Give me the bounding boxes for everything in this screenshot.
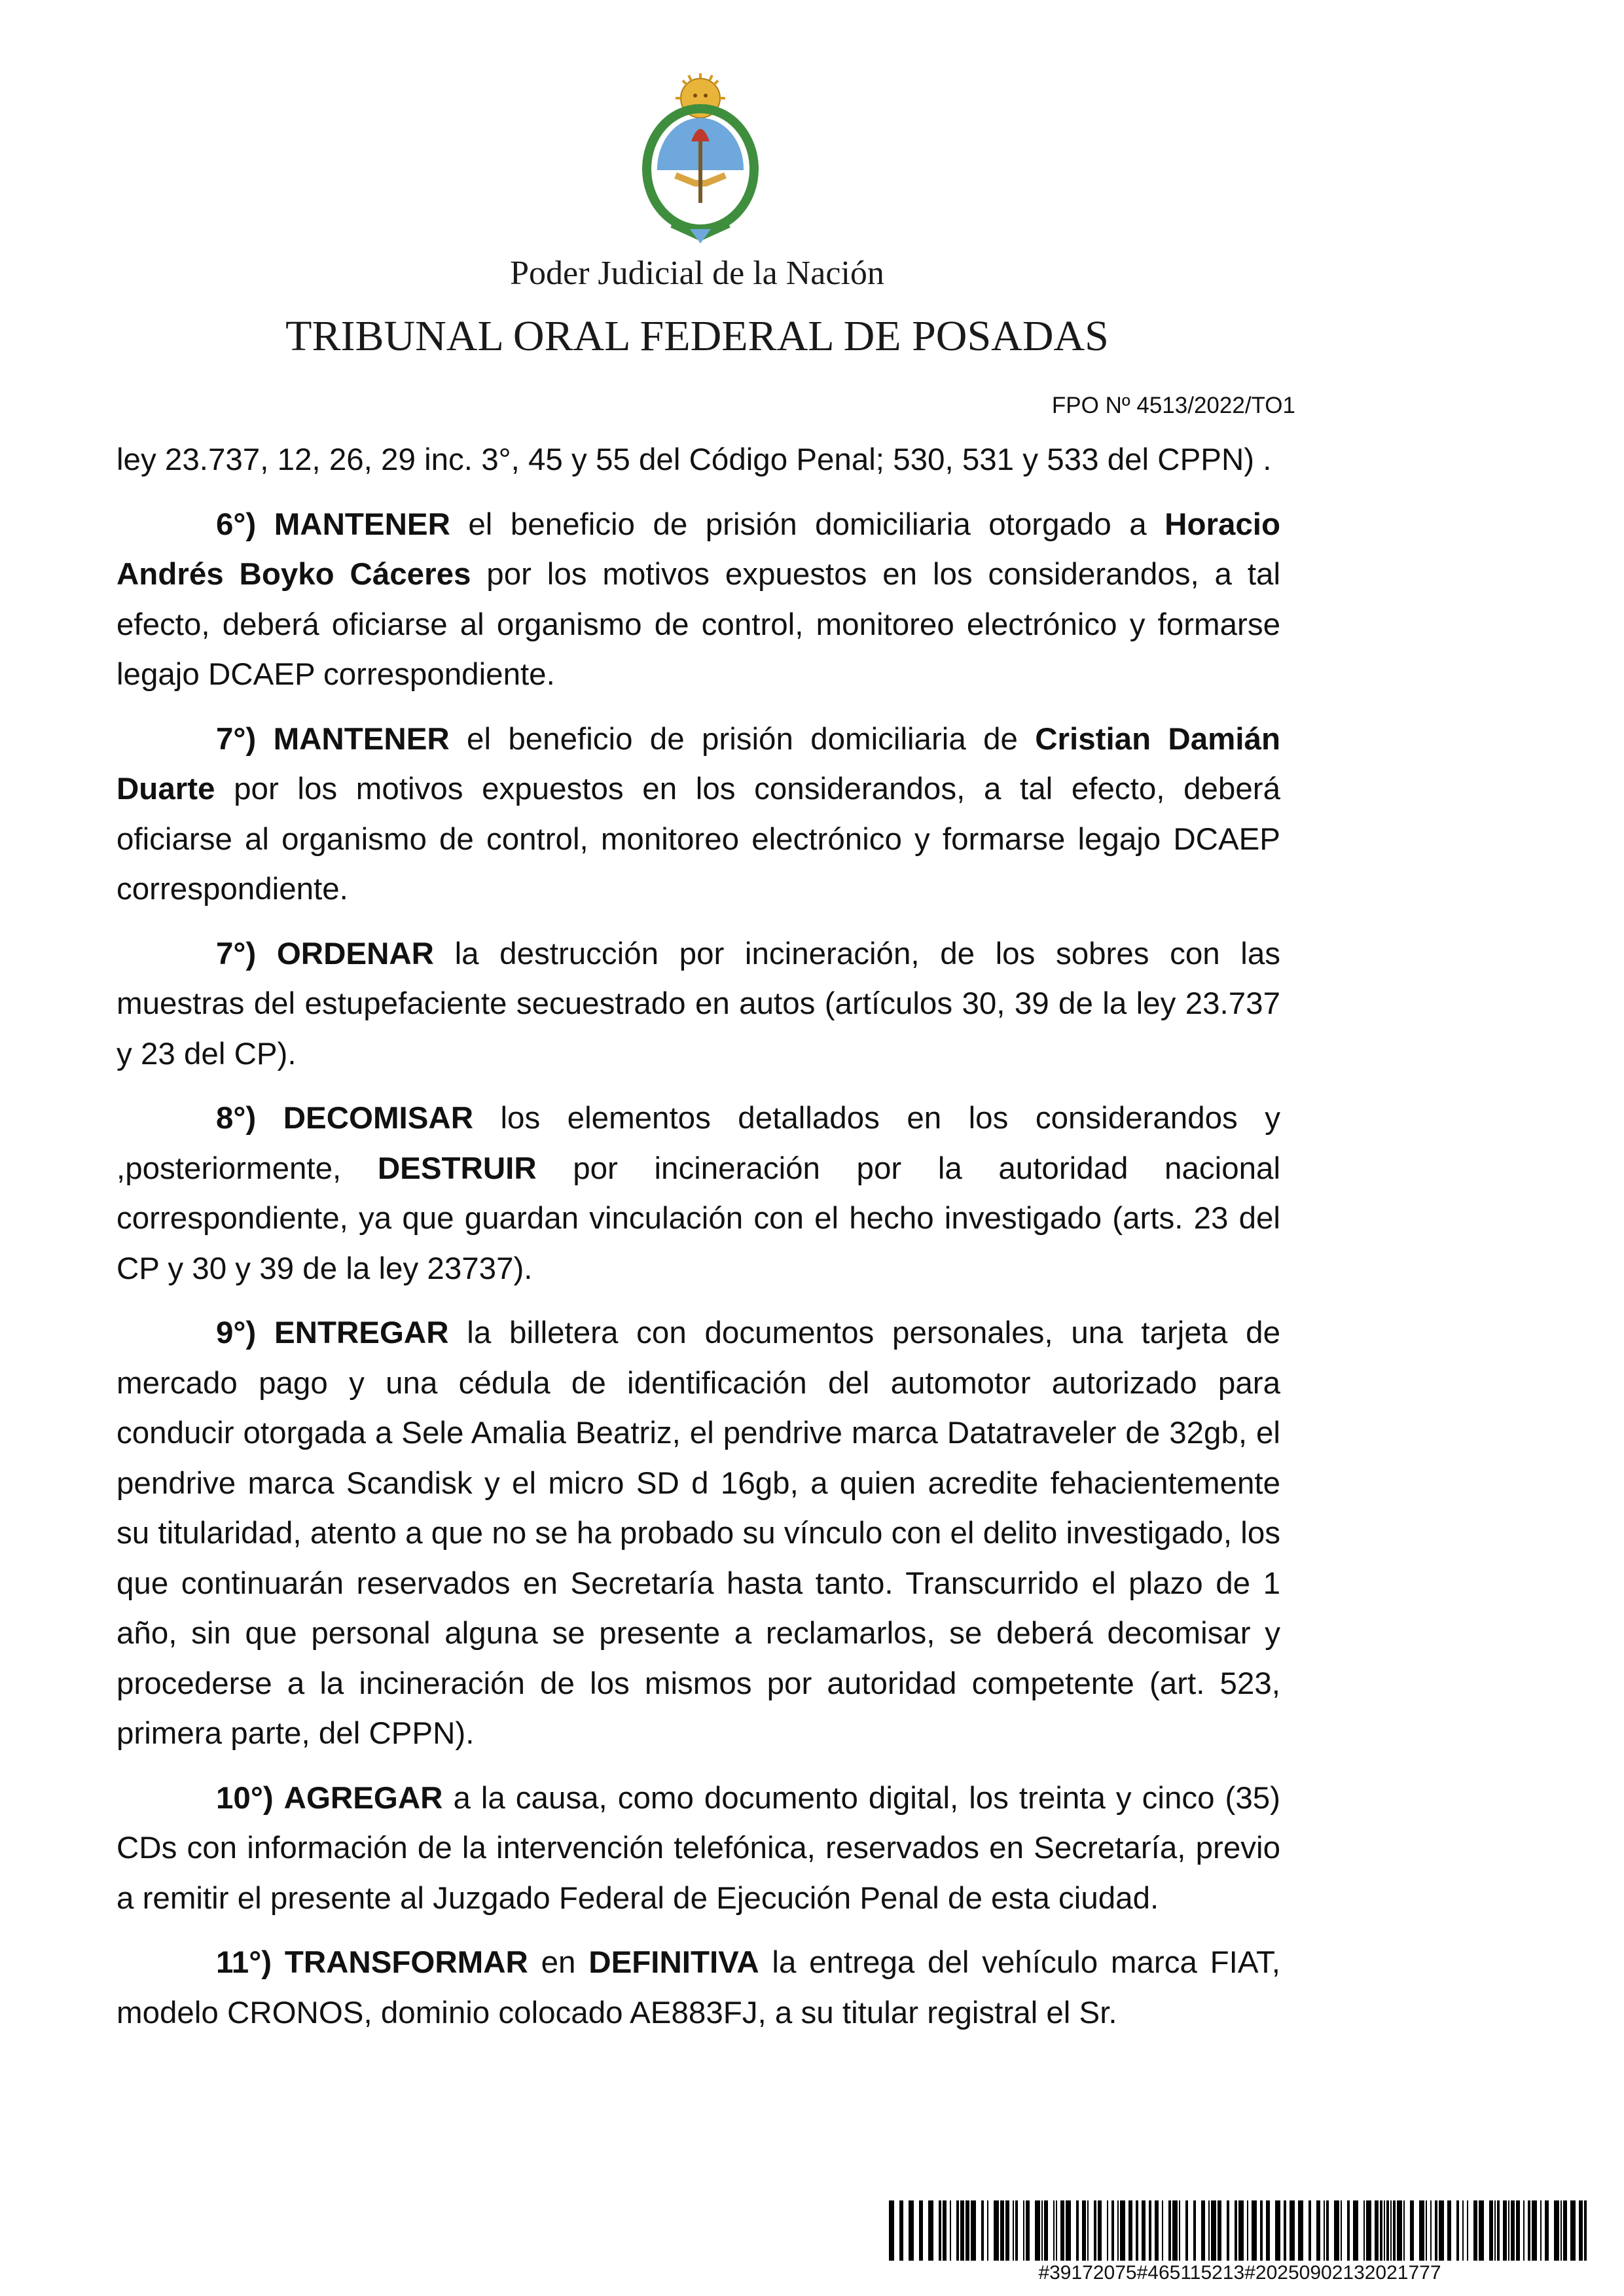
paragraph-item-6: 6°) MANTENER el beneficio de prisión domiciliaria otorgado a Horacio Andrés Boyko Cáceres por los motivos expuestos en los considerandos, a tal efecto, deberá oficiarse al organismo de control, monitoreo electrónico y formarse legajo DCAEP correspondiente. — [117, 507, 1280, 692]
item-number: 6°) — [216, 507, 257, 542]
item-verb: MANTENER — [273, 721, 450, 757]
paragraph-continuation: ley 23.737, 12, 26, 29 inc. 3°, 45 y 55 del Código Penal; 530, 531 y 533 del CPPN) . — [117, 442, 1272, 477]
item-number: 10°) — [216, 1780, 274, 1816]
item-verb: ENTREGAR — [274, 1316, 449, 1350]
barcode-number: #39172075#465115213#20250902132021777 — [1038, 2262, 1441, 2284]
paragraph-item-8: 8°) DECOMISAR los elementos detallados en los considerandos y ,posteriormente, DESTRUIR por incineración por la autoridad nacional correspondiente, ya que guardan vinculación con el hecho investigado (arts. 23 del CP y 30 y 39 de la ley 23737). — [117, 1101, 1281, 1286]
resolution-body — [117, 435, 1280, 2053]
item-number: 8°) — [216, 1101, 257, 1136]
item-verb: DECOMISAR — [283, 1101, 474, 1136]
paragraph-item-9: 9°) ENTREGAR la billetera con documentos personales, una tarjeta de mercado pago y una cédula de identificación del automotor autorizado para conducir otorgada a Sele Amalia Beatriz, el pendrive marca Datatraveler de 32gb, el pendrive marca Scandisk y el micro SD d 16gb, a quien acredite fehacientemente su titularidad, atento a que no se ha probado su vínculo con el delito investigado, los que continuarán reservados en Secretaría hasta tanto. Transcurrido el plazo de 1 año, sin que personal alguna se presente a reclamarlos, se deberá decomisar y procederse a la incineración de los mismos por autoridad competente (art. 523, primera parte, del CPPN). — [117, 1316, 1280, 1751]
case-reference: FPO Nº 4513/2022/TO1 — [1051, 393, 1295, 418]
paragraph-item-7a: 7°) MANTENER el beneficio de prisión domiciliaria de Cristian Damián Duarte por los motivos expuestos en los considerandos, a tal efecto, deberá oficiarse al organismo de control, monitoreo electrónico y formarse legajo DCAEP correspondiente. — [117, 721, 1281, 906]
barcode-icon — [886, 2200, 1593, 2261]
item-number: 9°) — [216, 1316, 257, 1350]
paragraph-item-11: 11°) TRANSFORMAR en DEFINITIVA la entrega del vehículo marca FIAT, modelo CRONOS, dominio colocado AE883FJ, a su titular registral el Sr. — [117, 1945, 1280, 2030]
institution-name: Poder Judicial de la Nación — [510, 255, 884, 292]
argentina-coat-of-arms-icon — [635, 72, 766, 249]
item-verb: ORDENAR — [276, 936, 434, 971]
person-name: Horacio Andrés Boyko Cáceres — [117, 507, 1280, 592]
item-verb: TRANSFORMAR — [284, 1945, 528, 1980]
item-verb: AGREGAR — [283, 1780, 443, 1816]
item-verb-secondary: DESTRUIR — [377, 1151, 537, 1186]
item-number: 7°) — [216, 936, 257, 971]
person-name: Cristian Damián Duarte — [117, 721, 1281, 806]
item-verb-secondary: DEFINITIVA — [588, 1945, 759, 1980]
court-name: TRIBUNAL ORAL FEDERAL DE POSADAS — [285, 312, 1109, 360]
item-number: 11°) — [216, 1945, 272, 1980]
item-number: 7°) — [216, 721, 257, 757]
paragraph-item-7b: 7°) ORDENAR la destrucción por incineración, de los sobres con las muestras del estupefaciente secuestrado en autos (artículos 30, 39 de la ley 23.737 y 23 del CP). — [117, 936, 1281, 1071]
paragraph-item-10: 10°) AGREGAR a la causa, como documento digital, los treinta y cinco (35) CDs con información de la intervención telefónica, reservados en Secretaría, previo a remitir el presente al Juzgado Federal de Ejecución Penal de esta ciudad. — [117, 1780, 1280, 1916]
item-verb: MANTENER — [274, 507, 450, 542]
